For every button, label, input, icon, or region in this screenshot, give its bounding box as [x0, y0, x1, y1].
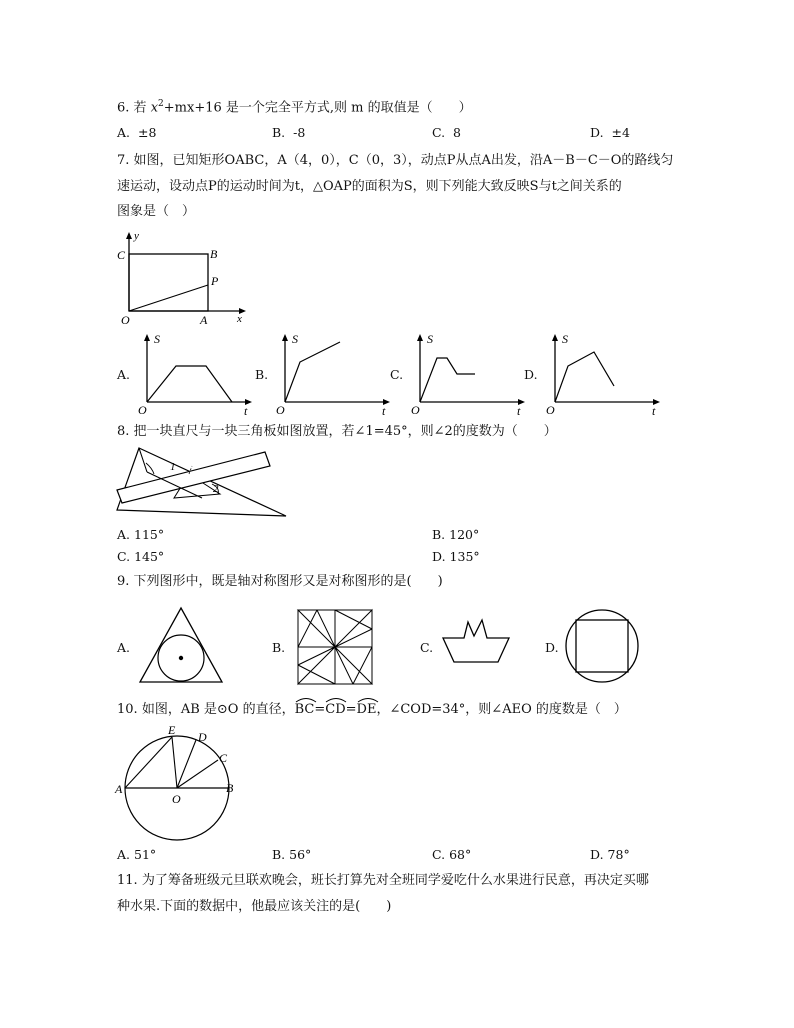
q6-option-a: A. ±8	[117, 125, 157, 140]
q10-option-a: A. 51°	[117, 847, 157, 862]
q8-label-angle1: 1	[170, 461, 176, 473]
svg-text:t: t	[517, 404, 521, 418]
q9-option-d-label: D.	[545, 640, 559, 655]
q10-arc-cd: CD	[325, 701, 345, 719]
q7-graph-b	[270, 330, 395, 416]
q7-label-c: C	[117, 248, 126, 262]
q10-label-e: E	[168, 723, 176, 737]
q10-label-b: B	[226, 781, 234, 795]
q9-stem: 9. 下列图形中，既是轴对称图形又是对称图形的是( )	[117, 574, 443, 589]
q7-graph-a	[132, 330, 257, 416]
q9-option-b-label: B.	[272, 640, 286, 655]
q9-figure-a-triangle-incircle	[137, 606, 225, 686]
q7-label-x: x	[237, 313, 242, 325]
q7-label-a: A	[200, 313, 208, 327]
svg-text:O: O	[276, 403, 285, 417]
q10-arc-bc: BC	[295, 701, 315, 719]
q7-line3: 图象是（ ）	[117, 204, 196, 219]
q7-label-y: y	[134, 230, 139, 242]
q10-circle-figure	[114, 724, 244, 842]
svg-text:S: S	[154, 332, 160, 346]
q7-option-c-label: C.	[390, 367, 404, 382]
q7-graph-c	[405, 330, 530, 416]
q10-arc-de: DE	[357, 701, 377, 719]
q11-line1: 11. 为了筹备班级元旦联欢晚会，班长打算先对全班同学爱吃什么水果进行民意，再决定买哪	[117, 873, 649, 888]
q7-line2: 速运动，设动点P的运动时间为t，△OAP的面积为S，则下列能大致反映S与t之间关系的	[117, 179, 622, 194]
q10-label-c: C	[219, 751, 228, 765]
q7-graph-d	[540, 330, 665, 416]
q10-option-d: D. 78°	[590, 847, 630, 862]
q6-var-x: x	[150, 100, 159, 116]
svg-text:O: O	[138, 403, 147, 417]
q6-option-c: C. 8	[432, 125, 461, 140]
svg-text:O: O	[411, 403, 420, 417]
q10-option-b: B. 56°	[272, 847, 312, 862]
q8-option-c: C. 145°	[117, 549, 165, 564]
q7-option-a-label: A.	[117, 367, 131, 382]
svg-text:S: S	[292, 332, 298, 346]
q6-option-d: D. ±4	[590, 125, 630, 140]
q6-exponent: 2	[158, 99, 164, 109]
q7-option-d-label: D.	[524, 367, 538, 382]
svg-text:t: t	[382, 404, 386, 418]
q9-figure-b-pinwheel	[295, 607, 375, 687]
q9-figure-c-boat	[440, 618, 512, 664]
q10-label-d: D	[198, 730, 207, 744]
q6-stem-post: +mx+16 是一个完全平方式,则 m 的取值是（ ）	[163, 100, 472, 116]
q8-label-angle2: 2	[213, 483, 219, 495]
q10-option-c: C. 68°	[432, 847, 472, 862]
q8-stem: 8. 把一块直尺与一块三角板如图放置，若∠1=45°，则∠2的度数为（ ）	[117, 424, 557, 439]
q11-line2: 种水果.下面的数据中，他最应该关注的是( )	[117, 899, 392, 914]
q6-number: 6.	[117, 100, 130, 116]
q8-ruler-triangle-figure	[114, 446, 289, 521]
q6-stem-pre: 若	[133, 100, 147, 116]
q9-option-c-label: C.	[420, 640, 434, 655]
q8-option-b: B. 120°	[432, 527, 480, 542]
q9-figure-d-circle-square	[564, 608, 640, 684]
q6-option-b: B. -8	[272, 125, 306, 140]
svg-text:t: t	[652, 404, 656, 418]
q8-option-d: D. 135°	[432, 549, 480, 564]
svg-text:S: S	[562, 332, 568, 346]
q7-rectangle-figure	[114, 228, 254, 326]
q7-label-o: O	[121, 313, 130, 327]
svg-text:O: O	[546, 403, 555, 417]
q10-label-o: O	[172, 792, 181, 806]
q6-stem	[117, 95, 472, 117]
q7-option-b-label: B.	[255, 367, 269, 382]
svg-text:S: S	[427, 332, 433, 346]
q7-label-p: P	[211, 274, 219, 288]
q7-line1: 7. 如图，已知矩形OABC，A（4，0），C（0，3），动点P从点A出发，沿A－B－C－O的路线匀	[117, 153, 674, 168]
q8-option-a: A. 115°	[117, 527, 165, 542]
q10-label-a: A	[115, 782, 123, 796]
q9-option-a-label: A.	[117, 640, 131, 655]
svg-text:t: t	[244, 404, 248, 418]
q10-stem: 10. 如图，AB 是⊙O 的直径， BC= CD= DE，∠COD=34°，则∠AEO 的度数是（ ）	[117, 701, 627, 719]
q7-label-b: B	[210, 247, 218, 261]
